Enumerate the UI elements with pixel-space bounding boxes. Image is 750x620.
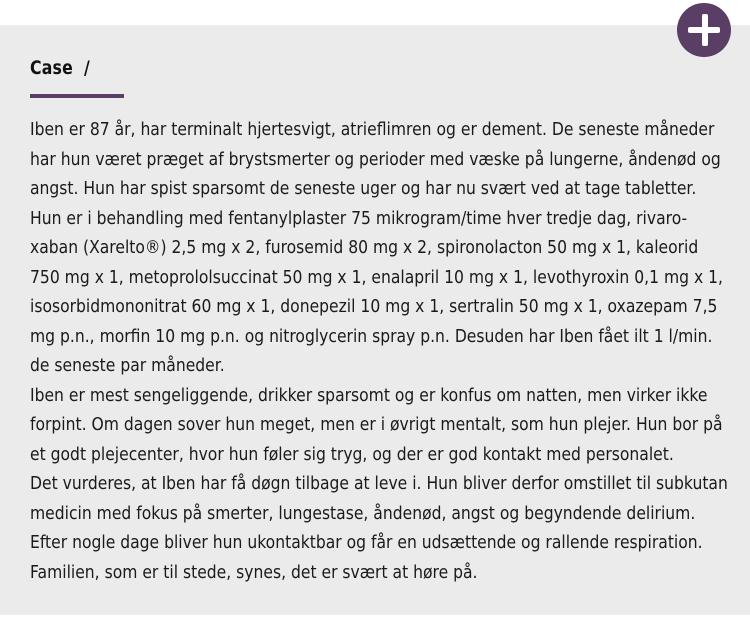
case-text-line: Efter nogle dage bliver hun ukontaktbar og får en udsættende og rallende respiration.	[30, 533, 703, 553]
heading-underline	[30, 94, 124, 98]
case-text-line: xaban (Xarelto®) 2,5 mg x 2, furosemid 80 mg x 2, spironolacton 50 mg x 1, kaleorid	[30, 238, 699, 258]
case-text-line: de seneste par måneder.	[30, 356, 225, 376]
case-text-line: 750 mg x 1, metoprololsuccinat 50 mg x 1, enalapril 10 mg x 1, levothyroxin 0,1 mg x 1,	[30, 267, 724, 288]
case-text-line: har hun været præget af brystsmerter og perioder med væske på lungerne, åndenød og	[30, 149, 721, 170]
case-text-line: angst. Hun har spist sparsomt de seneste uger og har nu svært ved at tage tabletter.	[30, 179, 697, 199]
case-text-line: mg p.n., morfin 10 mg p.n. og nitroglycerin spray p.n. Desuden har Iben fået ilt 1 l/min.	[30, 326, 713, 347]
case-text-line: isosorbidmononitrat 60 mg x 1, donepezil 10 mg x 1, sertralin 50 mg x 1, oxazepam 7,5	[30, 297, 718, 317]
case-heading	[30, 57, 90, 79]
case-heading-label: Case	[30, 57, 73, 79]
case-text-line: Det vurderes, at Iben har få døgn tilbage at leve i. Hun bliver derfor omstillet til subkutan	[30, 474, 728, 494]
case-text-line: Familien, som er til stede, synes, det er svært at høre på.	[30, 562, 478, 583]
plus-icon[interactable]	[677, 3, 731, 57]
case-text-line: medicin med fokus på smerter, lungestase, åndenød, angst og begyndende delirium.	[30, 503, 696, 524]
case-text-line: Hun er i behandling med fentanylplaster 75 mikrogram/time hver tredje dag, rivaro-	[30, 208, 688, 229]
case-body-text	[30, 116, 728, 588]
case-text-line: Iben er 87 år, har terminalt hjertesvigt, atrieflimren og er dement. De seneste måneder	[30, 120, 715, 140]
case-text-line: forpint. Om dagen sover hun meget, men er i øvrigt mentalt, som hun plejer. Hun bor på	[30, 415, 723, 435]
case-text-line: et godt plejecenter, hvor hun føler sig tryg, og der er god kontakt med personalet.	[30, 444, 674, 465]
case-heading-separator: /	[83, 57, 90, 79]
case-text-line: Iben er mest sengeliggende, drikker sparsomt og er konfus om natten, men virker ikke	[30, 385, 708, 406]
